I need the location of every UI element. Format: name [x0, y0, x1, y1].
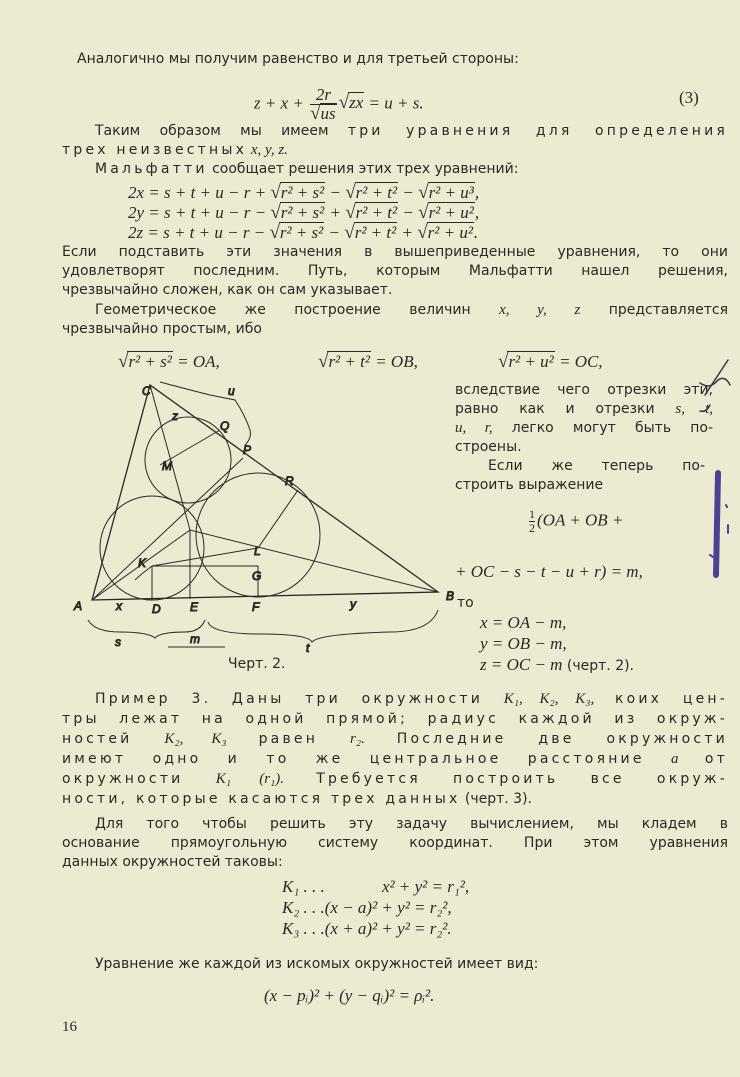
- paragraph-line: строены.: [455, 439, 522, 455]
- sqrt-sign: √: [338, 92, 350, 114]
- label-L: L: [254, 544, 261, 558]
- radicand: r² + u²: [428, 203, 474, 222]
- expression-line-1: [527, 508, 623, 535]
- sqrt-sign: √: [418, 182, 429, 203]
- brace-s: [88, 620, 205, 638]
- pen-marks: [680, 355, 740, 585]
- eq-part: +: [325, 203, 346, 222]
- expression-line-2: + OC − s − t − u + r) = m,: [455, 562, 643, 581]
- page-number: 16: [62, 1019, 77, 1035]
- eq-part: .: [473, 223, 479, 242]
- circle-equation-k2: [282, 898, 452, 917]
- root-oa: [118, 352, 220, 371]
- label-A: A: [74, 599, 83, 613]
- eq-part: = OB,: [370, 352, 418, 371]
- sqrt-sign: √: [270, 182, 281, 203]
- label-m: m: [190, 632, 200, 646]
- text: равно как и отрезки: [455, 401, 676, 417]
- malfatti-equation-y: [128, 203, 479, 222]
- label-C: C: [142, 384, 151, 398]
- numerator: 1: [529, 507, 535, 521]
- paragraph-line: [455, 400, 713, 419]
- label-G: G: [252, 569, 262, 583]
- label-D: D: [152, 602, 161, 616]
- paragraph-line: [62, 750, 728, 769]
- pen-scribble: [700, 360, 730, 411]
- label-K: K: [138, 556, 147, 570]
- radicand: r² + u²: [508, 352, 554, 371]
- eq-part: = OC,: [554, 352, 603, 371]
- paragraph-line: чрезвычайно простым, ибо: [62, 321, 262, 337]
- label-s: s: [115, 635, 121, 649]
- paragraph-line: [62, 790, 532, 809]
- radicand: us: [320, 104, 336, 123]
- spaced-text: от: [678, 751, 728, 767]
- label-Q: Q: [220, 419, 230, 433]
- spaced-text: имеют одно и то же центральное расстояние: [62, 751, 672, 767]
- paragraph-line: [62, 770, 728, 789]
- paragraph-line: вследствие чего отрезки эти,: [455, 382, 713, 398]
- fraction: [310, 86, 337, 123]
- sqrt-sign: √: [498, 351, 509, 372]
- radicand: r² + u²: [427, 223, 473, 242]
- spaced-text: ностей: [62, 731, 165, 747]
- paragraph-line: Аналогично мы получим равенство и для третьей стороны:: [77, 51, 519, 67]
- spaced-text: Мальфатти: [95, 161, 208, 177]
- text: (черт. 2).: [562, 658, 635, 674]
- paragraph-line: Если подставить эти значения в вышеприведенные уравнения, то они: [62, 244, 728, 260]
- paragraph-line: Если же теперь по-: [488, 458, 705, 474]
- text: (черт. 3).: [460, 791, 532, 807]
- sqrt-sign: √: [417, 222, 428, 243]
- paragraph-line: строить выражение: [455, 477, 604, 493]
- paragraph-line: тры лежат на одной прямой; радиус каждой из окруж-: [62, 711, 728, 727]
- text: Геометрическое же построение величин: [95, 302, 500, 318]
- label-M: M: [162, 459, 172, 473]
- label-F: F: [252, 600, 260, 614]
- eq-part: ,: [474, 203, 480, 222]
- result-x: x = OA − m,: [480, 613, 567, 632]
- equation: (x − a)² + y² = r₂²,: [324, 898, 452, 917]
- label-z: z: [172, 409, 178, 423]
- math-inline: K₁ (r₁).: [215, 771, 284, 787]
- sqrt-sign: √: [310, 103, 321, 124]
- paragraph-line: Для того чтобы решить эту задачу вычислением, мы кладем в: [95, 816, 728, 832]
- malfatti-equation-z: [128, 223, 478, 242]
- paragraph-line: Уравнение же каждой из искомых окружностей имеет вид:: [95, 956, 539, 972]
- radicand: zx: [349, 93, 364, 113]
- radicand: r² + s²: [279, 223, 324, 242]
- pen-bar: [716, 473, 718, 575]
- malfatti-equation-x: [128, 183, 479, 202]
- paragraph-line: [95, 690, 728, 709]
- paragraph-line: [95, 122, 728, 141]
- circle-equation-k1: [282, 877, 470, 896]
- eq-part: +: [397, 223, 418, 242]
- label-R: R: [285, 474, 294, 488]
- label-t: t: [306, 641, 310, 655]
- circle-name: K₂ . . .: [282, 898, 325, 917]
- equation: (x + a)² + y² = r₂².: [324, 919, 452, 938]
- label-y: y: [350, 597, 356, 611]
- eq-part: 2y = s + t + u − r −: [128, 203, 271, 222]
- eq-part: z + x +: [254, 93, 309, 113]
- paragraph-line: [62, 730, 728, 749]
- text: Таким образом мы имеем: [95, 123, 348, 139]
- equation-final: (x − pᵢ)² + (y − qᵢ)² = ρᵢ².: [264, 986, 435, 1005]
- math-inline: u, r,: [455, 420, 493, 436]
- paragraph-line: [455, 419, 713, 438]
- radicand: r² + s²: [128, 352, 172, 371]
- text: представляется: [580, 302, 728, 318]
- eq-part: = OA,: [172, 352, 220, 371]
- eq-part: −: [325, 183, 346, 202]
- radicand: r² + t²: [355, 203, 398, 222]
- equation: x² + y² = r₁²,: [382, 877, 470, 896]
- eq-part: = u + s.: [364, 93, 424, 113]
- circle-name: K₃ . . .: [282, 919, 325, 938]
- malfatti-diagram: [60, 370, 460, 655]
- spaced-text: Пример 3.: [95, 691, 212, 707]
- paragraph-line: чрезвычайно сложен, как он сам указывает.: [62, 282, 393, 298]
- spaced-text: Даны три окружности: [211, 691, 504, 707]
- eq-part: −: [398, 183, 419, 202]
- denominator: [310, 105, 337, 123]
- paragraph-line: [62, 141, 288, 160]
- fraction: [529, 508, 535, 535]
- text: легко могут быть по-: [492, 420, 713, 436]
- math-inline: K₁, K₂, K₃,: [503, 691, 595, 707]
- eq-part: ,: [474, 183, 480, 202]
- sqrt-sign: √: [270, 202, 281, 223]
- math-inline: K₂, K₃: [164, 731, 227, 747]
- math-inline: a: [671, 751, 679, 767]
- paragraph-line: удовлетворят последним. Путь, которым Мальфатти нашел решения,: [62, 263, 728, 279]
- math-inline: z = OC − m: [480, 655, 563, 674]
- spaced-text: коих цен-: [594, 691, 728, 707]
- spaced-text: окружности: [62, 771, 216, 787]
- label-E: E: [190, 600, 199, 614]
- circle-m: [145, 417, 231, 503]
- label-B: B: [446, 589, 455, 603]
- label-x: x: [116, 599, 122, 613]
- circle-equation-k3: [282, 919, 452, 938]
- spaced-text: Последние две окружности: [364, 731, 728, 747]
- root-oc: [498, 352, 603, 371]
- sqrt-sign: √: [318, 351, 329, 372]
- sqrt-sign: √: [269, 222, 280, 243]
- text: сообщает решения этих трех уравнений:: [207, 161, 519, 177]
- equation-number: (3): [679, 88, 699, 107]
- sqrt-sign: √: [345, 202, 356, 223]
- radicand: r² + t²: [355, 183, 398, 202]
- sqrt-sign: √: [344, 222, 355, 243]
- spaced-text: три уравнения для определения: [347, 123, 728, 139]
- math-inline: s, t,: [675, 401, 713, 417]
- radicand: r² + s²: [280, 183, 325, 202]
- sqrt-sign: √: [345, 182, 356, 203]
- denominator: 2: [529, 521, 535, 535]
- math-inline: x, y, z.: [247, 142, 288, 158]
- spaced-text: Требуется построить все окруж-: [284, 771, 728, 787]
- eq-part: (OA + OB +: [537, 510, 624, 530]
- eq-part: −: [398, 203, 419, 222]
- label-P: P: [243, 443, 252, 457]
- eq-part: −: [324, 223, 345, 242]
- circle-name: K₁ . . .: [282, 877, 325, 896]
- spaced-text: ности, которые касаются трех данных: [62, 791, 461, 807]
- radicand: r² + s²: [280, 203, 325, 222]
- numerator: 2r: [310, 86, 337, 105]
- sqrt-sign: √: [418, 202, 429, 223]
- root-ob: [318, 352, 418, 371]
- paragraph-line: то: [457, 595, 474, 611]
- result-y: y = OB − m,: [480, 634, 567, 653]
- sqrt-sign: √: [118, 351, 129, 372]
- eq-part: 2x = s + t + u − r +: [128, 183, 271, 202]
- spaced-text: равен: [226, 731, 351, 747]
- paragraph-line: данных окружностей таковы:: [62, 854, 283, 870]
- figure-caption: Черт. 2.: [228, 656, 286, 672]
- paragraph-line: [95, 301, 728, 320]
- result-z: [480, 655, 634, 676]
- paragraph-line: основание прямоугольную систему координат. При этом уравнения: [62, 835, 728, 851]
- equation-3: [254, 86, 424, 123]
- brace-t: [208, 610, 438, 642]
- label-u: u: [228, 384, 235, 398]
- paragraph-line: [95, 160, 518, 179]
- radicand: r² + t²: [328, 352, 370, 371]
- math-inline: x, y, z: [499, 302, 581, 318]
- math-inline: r₂.: [350, 731, 365, 747]
- spaced-text: трех неизвестных: [62, 142, 248, 158]
- radicand: r² + t²: [354, 223, 397, 242]
- radicand: r² + u³: [428, 183, 474, 202]
- eq-part: 2z = s + t + u − r −: [128, 223, 270, 242]
